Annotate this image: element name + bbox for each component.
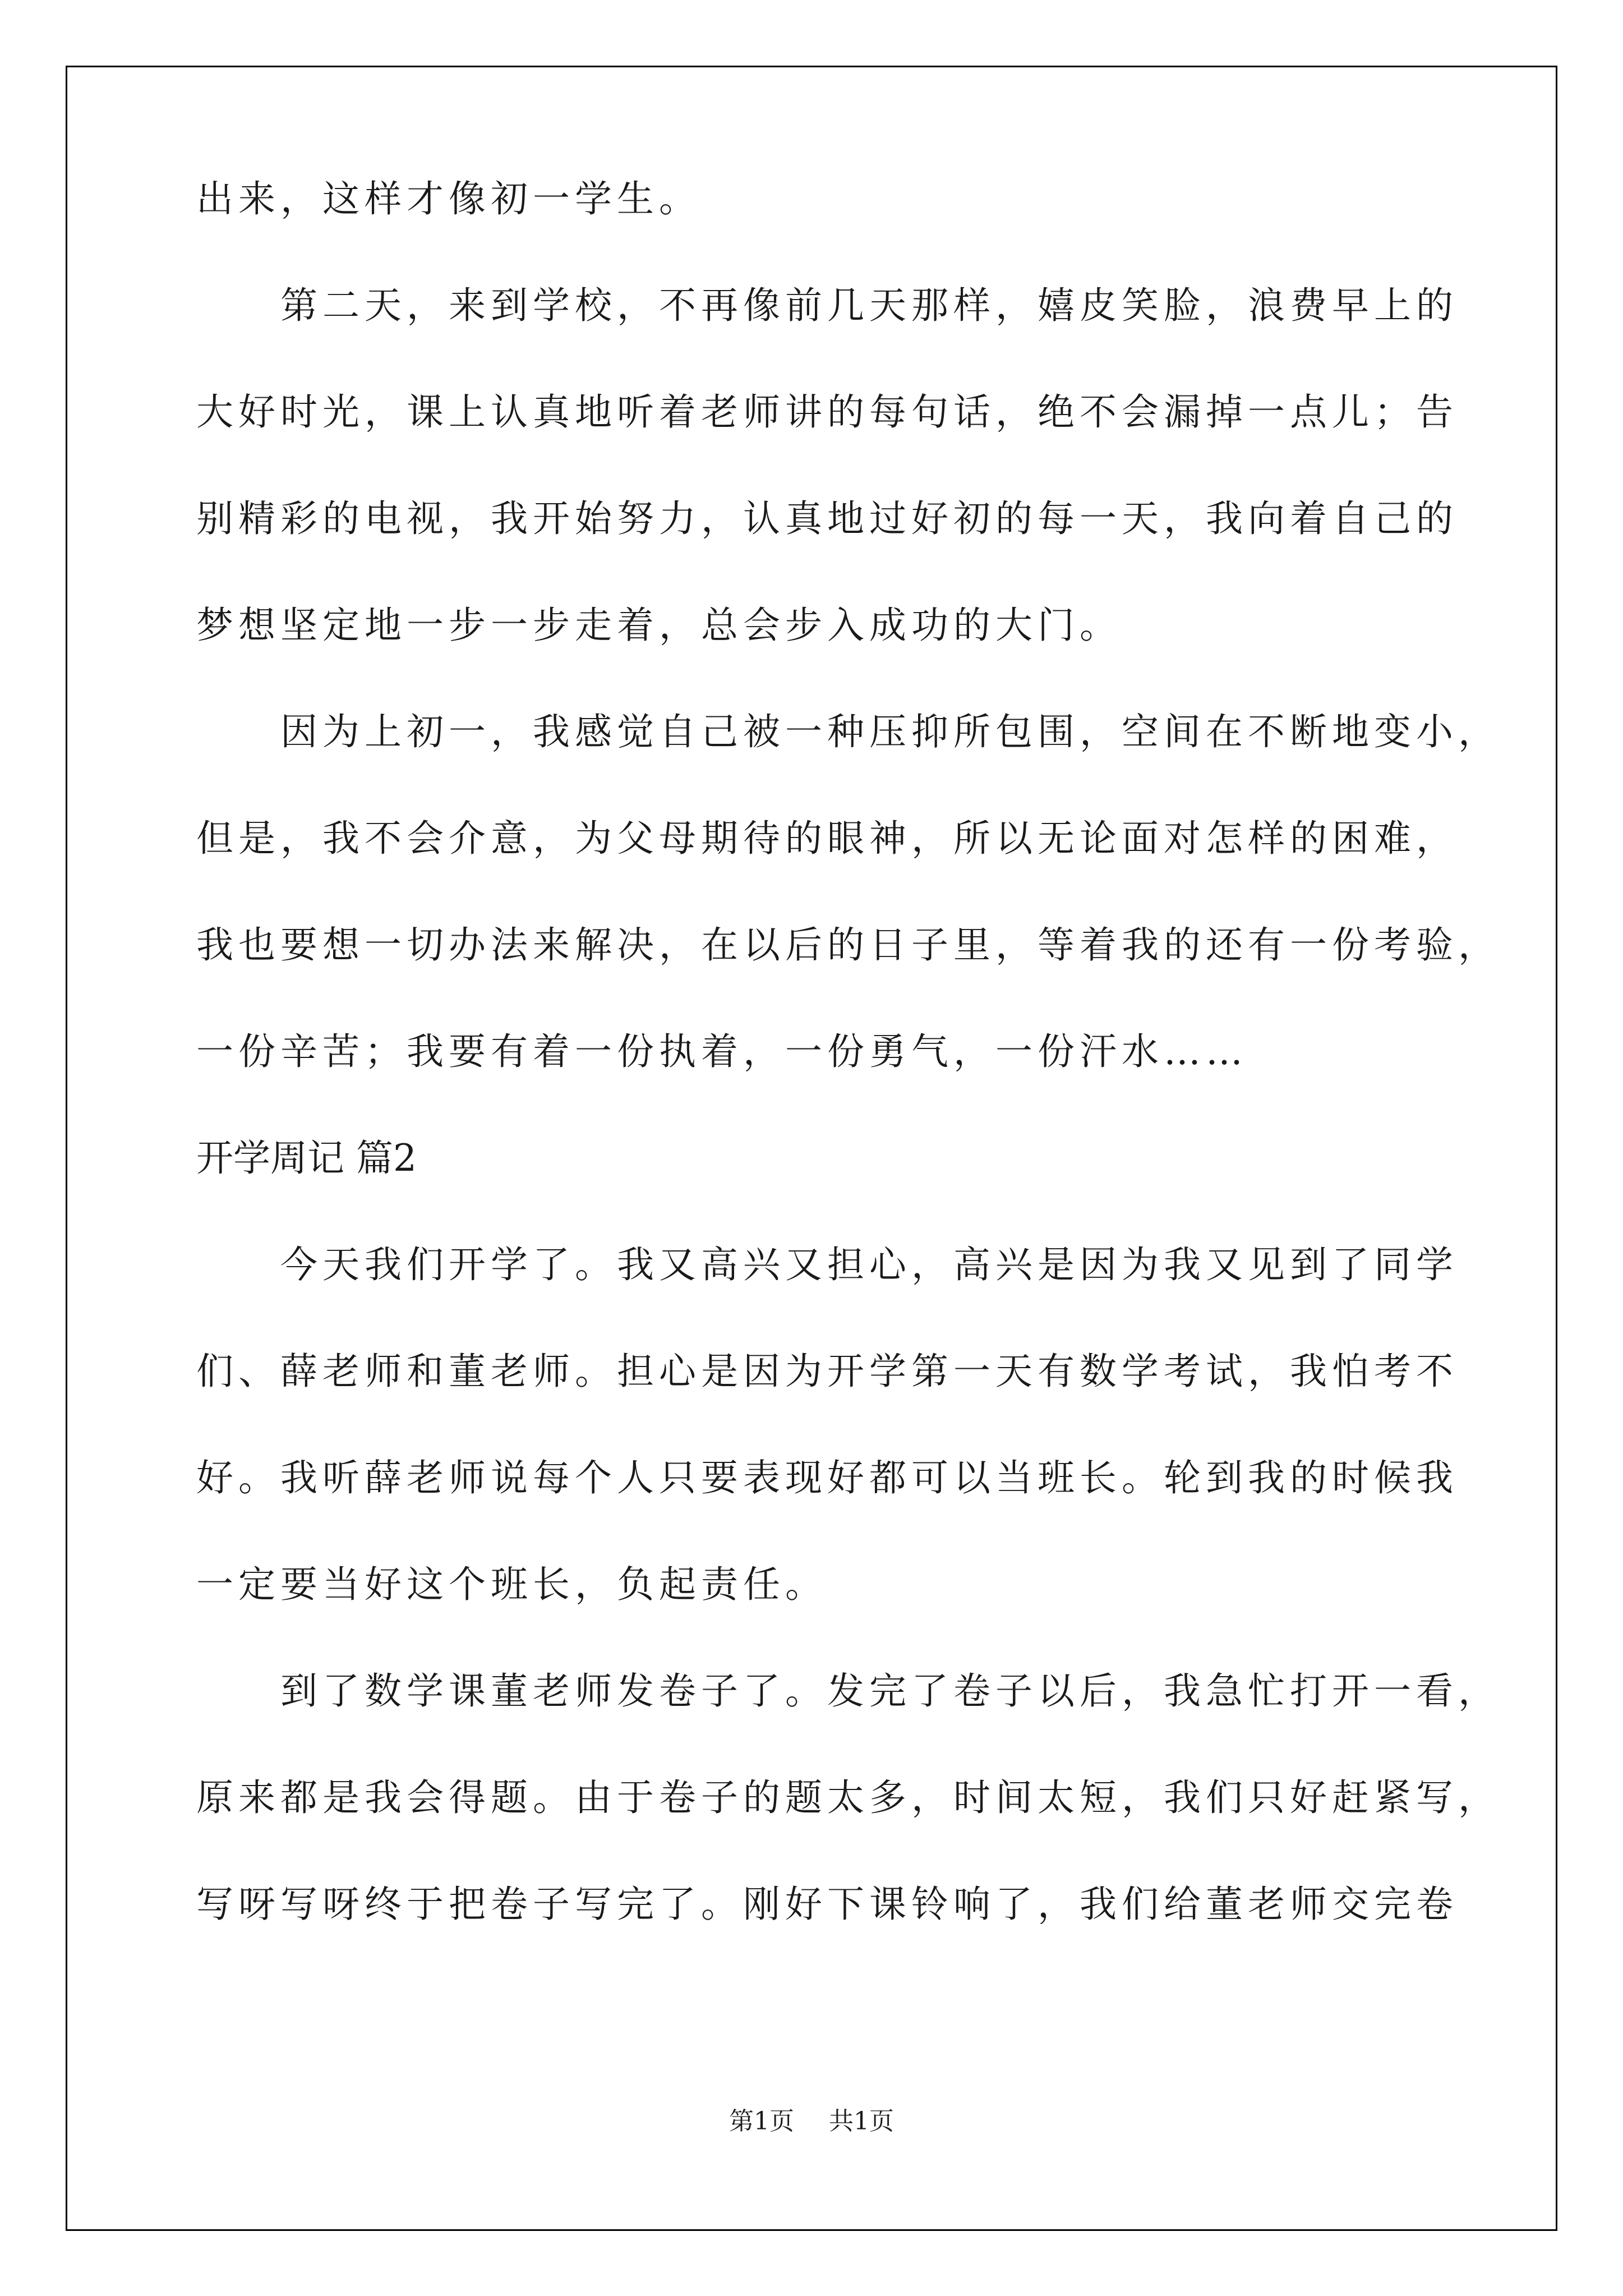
text-line: 大好时光，课上认真地听着老师讲的每句话，绝不会漏掉一点儿；告	[196, 390, 1458, 434]
page-number: 第1页	[729, 2107, 794, 2136]
text-line: 我也要想一切办法来解决，在以后的日子里，等着我的还有一份考验，	[196, 923, 1500, 967]
text-line: 好。我听薛老师说每个人只要表现好都可以当班长。轮到我的时候我	[196, 1456, 1458, 1499]
text-line: 一定要当好这个班长，负起责任。	[196, 1563, 827, 1606]
page-footer	[0, 2101, 1623, 2137]
text-line: 写呀写呀终于把卷子写完了。刚好下课铃响了，我们给董老师交完卷	[196, 1883, 1458, 1926]
text-line: 们、薛老师和董老师。担心是因为开学第一天有数学考试，我怕考不	[196, 1350, 1458, 1393]
text-line: 第二天，来到学校，不再像前几天那样，嬉皮笑脸，浪费早上的	[280, 284, 1458, 327]
text-line: 因为上初一，我感觉自己被一种压抑所包围，空间在不断地变小，	[280, 710, 1500, 753]
text-line: 一份辛苦；我要有着一份执着，一份勇气，一份汗水……	[196, 1030, 1248, 1073]
text-line: 出来，这样才像初一学生。	[196, 177, 701, 220]
text-line: 原来都是我会得题。由于卷子的题太多，时间太短，我们只好赶紧写，	[196, 1776, 1500, 1819]
text-line: 别精彩的电视，我开始努力，认真地过好初的每一天，我向着自己的	[196, 497, 1458, 540]
text-line: 今天我们开学了。我又高兴又担心，高兴是因为我又见到了同学	[280, 1243, 1458, 1286]
page-total: 共1页	[829, 2107, 894, 2136]
section-heading: 开学周记 篇2	[196, 1137, 417, 1180]
text-line: 到了数学课董老师发卷子了。发完了卷子以后，我急忙打开一看，	[280, 1669, 1500, 1713]
text-line: 但是，我不会介意，为父母期待的眼神，所以无论面对怎样的困难，	[196, 817, 1458, 860]
text-line: 梦想坚定地一步一步走着，总会步入成功的大门。	[196, 604, 1122, 647]
